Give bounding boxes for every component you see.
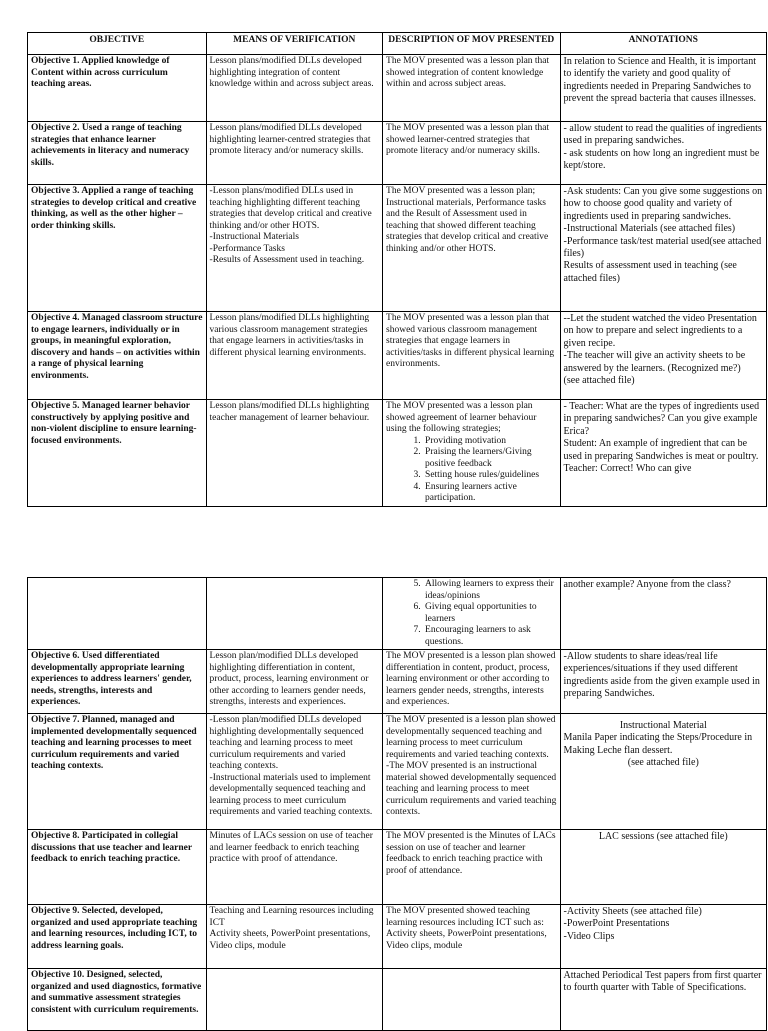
mov-table-page-1 <box>27 32 767 507</box>
mov-line: Activity sheets, PowerPoint presentations, Video clips, module <box>209 929 371 951</box>
description-cell: The MOV presented was a lesson plan that showed integration of content knowledge within and across subject areas. <box>383 55 561 122</box>
description-line: The MOV presented is a lesson plan showed developmentally sequenced teaching and learning process to meet curriculum requirements and varied teaching contexts. <box>386 715 556 760</box>
table-row <box>28 714 767 830</box>
mov-cell: Minutes of LACs session on use of teacher and learner feedback to enrich teaching practice with proof of attendance. <box>206 830 382 905</box>
objective-cell: Objective 5. Managed learner behavior constructively by applying positive and non-violent discipline to ensure learning-focused environments. <box>28 400 207 507</box>
annotation-line: - allow student to read the qualities of ingredients used in preparing sandwiches. <box>563 123 762 147</box>
annotation-cell <box>560 400 766 507</box>
list-item: 7. Encouraging learners to ask questions. <box>423 625 557 648</box>
mov-cell <box>206 905 382 969</box>
annotation-line: -Performance task/test material used(see attached files) <box>563 235 762 260</box>
list-item: 5. Allowing learners to express their ideas/opinions <box>423 579 557 602</box>
annotation-title: Instructional Material <box>619 720 707 731</box>
table-row <box>28 312 767 400</box>
annotation-cell: Attached Periodical Test papers from first quarter to fourth quarter with Table of Specifications. <box>560 969 766 1031</box>
mov-cell: Lesson plans/modified DLLs highlighting teacher management of learner behaviour. <box>206 400 382 507</box>
annotation-line: -Instructional Materials (see attached files) <box>563 223 736 235</box>
objective-cell: Objective 7. Planned, managed and implemented developmentally sequenced teaching and learning processes to meet curriculum requirements and varied teaching contexts. <box>28 714 207 830</box>
annotation-cell <box>560 185 766 312</box>
annotation-line: Teacher: Correct! Who can give <box>563 463 692 475</box>
description-line: -The MOV presented is an instructional material showed developmentally sequenced teaching and learning process to meet curriculum requirements and varied teaching contexts. <box>386 761 557 817</box>
annotation-body: Manila Paper indicating the Steps/Procedure in Making Leche flan dessert. <box>563 732 753 756</box>
annotation-cell: another example? Anyone from the class? <box>560 578 766 650</box>
mov-line: -Instructional Materials <box>209 232 299 242</box>
description-cell <box>383 714 561 830</box>
objective-cell: Objective 10. Designed, selected, organized and used diagnostics, formative and summative assessment strategies consistent with curriculum requirements. <box>28 969 207 1031</box>
header-description: DESCRIPTION OF MOV PRESENTED <box>383 33 561 55</box>
mov-cell: Lesson plans/modified DLLs highlighting various classroom management strategies that engage learners in activities/tasks in different physical learning environments. <box>206 312 382 400</box>
mov-cell <box>206 714 382 830</box>
objective-cell: Objective 4. Managed classroom structure to engage learners, individually or in groups, in meaningful exploration, discovery and hands – on activities within a range of physical learning environments. <box>28 312 207 400</box>
mov-line: -Lesson plans/modified DLLs used in teaching highlighting different teaching strategies that develop critical and creative thinking and/or other HOTS. <box>209 186 372 231</box>
annotation-line: - Teacher: What are the types of ingredients used in preparing sandwiches? Can you give example Erica? <box>563 401 760 437</box>
annotation-cell: In relation to Science and Health, it is important to identify the variety and good quality of ingredients needed in Preparing Sandwiches to prevent the spread bacteria that causes illnesses. <box>560 55 766 122</box>
mov-line: -Performance Tasks <box>209 243 285 254</box>
description-cell: The MOV presented is a lesson plan showed differentiation in content, product, process, learning environment or other according to learners gender needs, strengths, interests and experiences. <box>383 650 561 714</box>
objective-cell <box>28 578 207 650</box>
mov-line: Teaching and Learning resources including ICT <box>209 906 374 928</box>
mov-line: -Instructional materials used to implement developmentally sequenced teaching and learning process to meet curriculum requirements and varied teaching contexts. <box>209 772 373 817</box>
objective-cell: Objective 8. Participated in collegial discussions that use teacher and learner feedback to enrich teaching practice. <box>28 830 207 905</box>
list-item: 2. Praising the learners/Giving positive feedback <box>423 447 557 470</box>
annotation-cell: LAC sessions (see attached file) <box>560 830 766 905</box>
table-row <box>28 400 767 507</box>
header-means-of-verification: MEANS OF VERIFICATION <box>206 33 382 55</box>
mov-table-page-2 <box>27 577 767 1031</box>
annotation-line: -Ask students: Can you give some suggestions on how to choose good quality and variety of ingredients used in preparing sandwiches. <box>563 186 763 222</box>
annotation-line: -The teacher will give an activity sheets to be answered by the learners. (Recognized me?) <box>563 350 746 374</box>
annotation-line: -Activity Sheets (see attached file) <box>563 906 702 917</box>
annotation-line: Student: An example of ingredient that can be used in preparing Sandwiches is meat or poultry. <box>563 438 759 462</box>
objective-cell: Objective 3. Applied a range of teaching strategies to develop critical and creative thinking, as well as the other higher – order thinking skills. <box>28 185 207 312</box>
description-cell: The MOV presented was a lesson plan that showed learner-centred strategies that promote literacy and/or numeracy skills. <box>383 122 561 185</box>
annotation-cell: -Allow students to share ideas/real life experiences/situations if they used different ingredients aside from the given example used in preparing Sandwiches. <box>560 650 766 714</box>
table-row <box>28 185 767 312</box>
annotation-cell <box>560 312 766 400</box>
objective-cell: Objective 6. Used differentiated developmentally appropriate learning experiences to address learners' gender, needs, strengths, interests and experiences. <box>28 650 207 714</box>
strategy-list <box>386 436 557 505</box>
annotation-line: -Video Clips <box>563 930 615 942</box>
description-cell <box>383 578 561 650</box>
annotation-cell <box>560 905 766 969</box>
header-annotations: ANNOTATIONS <box>560 33 766 55</box>
objective-cell: Objective 2. Used a range of teaching strategies that enhance learner achievements in literacy and numeracy skills. <box>28 122 207 185</box>
annotation-line: - ask students on how long an ingredient must be kept/store. <box>563 147 760 172</box>
table-row <box>28 650 767 714</box>
objective-cell: Objective 9. Selected, developed, organized and used appropriate teaching and learning resources, including ICT, to address learning goals. <box>28 905 207 969</box>
table-row <box>28 55 767 122</box>
description-intro: The MOV presented was a lesson plan showed agreement of learner behaviour using the following strategies; <box>386 401 537 434</box>
table-row <box>28 905 767 969</box>
description-cell: The MOV presented is the Minutes of LACs session on use of teacher and learner feedback to enrich teaching practice with proof of attendance. <box>383 830 561 905</box>
table-row <box>28 578 767 650</box>
table-row <box>28 122 767 185</box>
mov-cell <box>206 185 382 312</box>
annotation-ref: (see attached file) <box>627 757 699 769</box>
mov-cell <box>206 578 382 650</box>
strategy-list <box>386 579 557 648</box>
mov-cell: Lesson plan/modified DLLs developed highlighting differentiation in content, product, process, learning environment or other according to learners gender needs, strengths, interests and experiences. <box>206 650 382 714</box>
annotation-line: --Let the student watched the video Presentation on how to prepare and select ingredients to a given recipe. <box>563 313 757 349</box>
list-item: 3. Setting house rules/guidelines <box>423 470 557 482</box>
list-item: 6. Giving equal opportunities to learners <box>423 602 557 625</box>
table-row <box>28 969 767 1031</box>
description-cell: The MOV presented showed teaching learning resources including ICT such as: Activity sheets, PowerPoint presentations, Video clips, module <box>383 905 561 969</box>
annotation-line: (see attached file) <box>563 375 635 387</box>
description-cell: The MOV presented was a lesson plan; Instructional materials, Performance tasks and the Result of Assessment used in teaching that showed different teaching strategies that develop critical and creative thinking and/or other HOTS. <box>383 185 561 312</box>
table-row <box>28 830 767 905</box>
description-cell <box>383 969 561 1031</box>
header-objective: OBJECTIVE <box>28 33 207 55</box>
mov-line: -Results of Assessment used in teaching. <box>209 255 365 265</box>
mov-cell: Lesson plans/modified DLLs developed highlighting integration of content knowledge within and across subject areas. <box>206 55 382 122</box>
description-cell: The MOV presented was a lesson plan that showed various classroom management strategies that engage learners in activities/tasks in different physical learning environments. <box>383 312 561 400</box>
description-cell <box>383 400 561 507</box>
annotation-cell <box>560 122 766 185</box>
annotation-line: Results of assessment used in teaching (see attached files) <box>563 260 737 284</box>
mov-cell: Lesson plans/modified DLLs developed highlighting learner-centred strategies that promote literacy and/or numeracy skills. <box>206 122 382 185</box>
mov-cell <box>206 969 382 1031</box>
annotation-line: -PowerPoint Presentations <box>563 918 670 930</box>
list-item: 1. Providing motivation <box>423 436 557 448</box>
mov-line: -Lesson plan/modified DLLs developed highlighting developmentally sequenced teaching and learning process to meet curriculum requirements and varied teaching contexts. <box>209 715 364 771</box>
annotation-cell <box>560 714 766 830</box>
objective-cell: Objective 1. Applied knowledge of Content within across curriculum teaching areas. <box>28 55 207 122</box>
list-item: 4. Ensuring learners active participation. <box>423 482 557 505</box>
header-row <box>28 33 767 55</box>
